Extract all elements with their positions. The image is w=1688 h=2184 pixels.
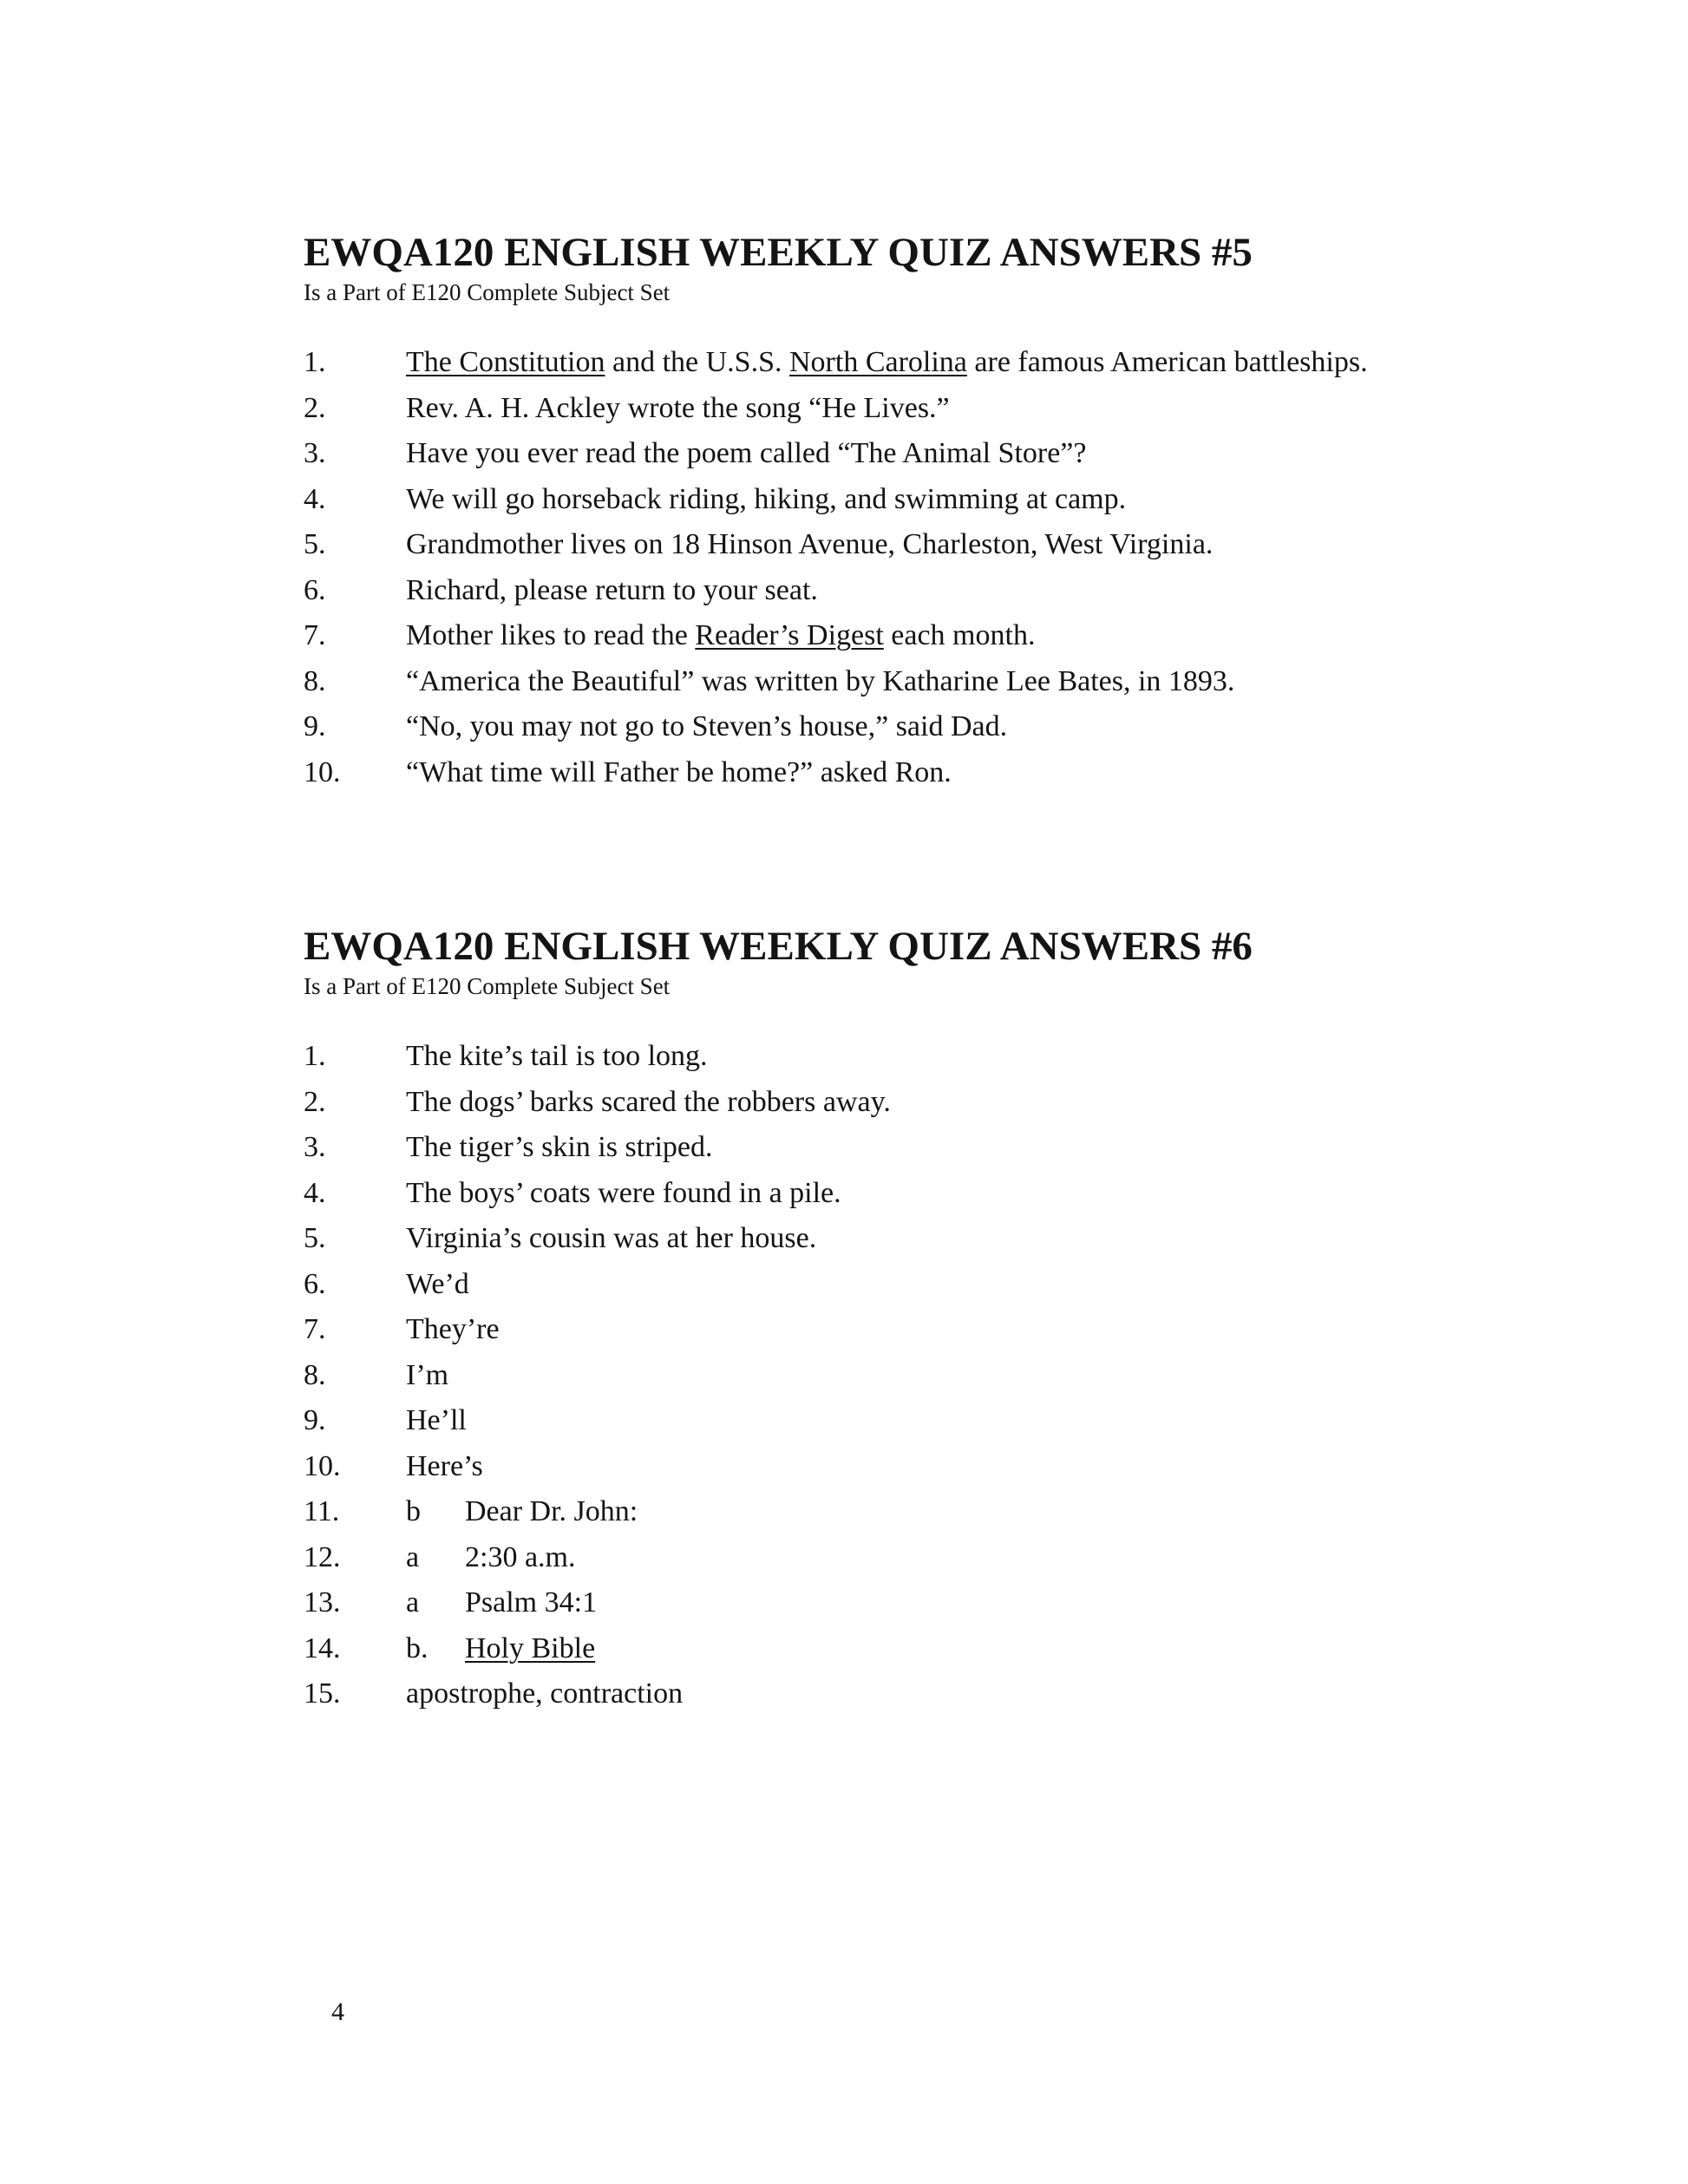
quiz-6-subtitle: Is a Part of E120 Complete Subject Set bbox=[304, 973, 671, 999]
answer-item bbox=[304, 1626, 1561, 1672]
item-number: 14. bbox=[304, 1631, 341, 1664]
choice-letter: b. bbox=[406, 1631, 429, 1664]
answer-text: Have you ever read the poem called “The Animal Store”? bbox=[406, 437, 1087, 469]
answer-text: We’d bbox=[406, 1267, 469, 1300]
item-number: 9. bbox=[304, 710, 326, 742]
answer-item bbox=[304, 659, 1561, 705]
item-number: 4. bbox=[304, 482, 326, 515]
item-number: 9. bbox=[304, 1404, 326, 1436]
answer-text: “America the Beautiful” was written by Katharine Lee Bates, in 1893. bbox=[406, 664, 1235, 697]
answer-text: The kite’s tail is too long. bbox=[406, 1040, 708, 1072]
answer-text: 2:30 a.m. bbox=[465, 1540, 576, 1573]
answer-item bbox=[304, 1489, 1561, 1535]
answer-text: The dogs’ barks scared the robbers away. bbox=[406, 1085, 891, 1118]
choice-letter: a bbox=[406, 1586, 420, 1618]
item-number: 11. bbox=[304, 1495, 340, 1527]
answer-text: Here’s bbox=[406, 1449, 483, 1482]
answer-item bbox=[304, 477, 1561, 523]
answer-item bbox=[304, 1398, 1561, 1444]
underlined-title: Reader’s Digest bbox=[695, 619, 884, 651]
item-number: 3. bbox=[304, 437, 326, 469]
quiz-5-title: EWQA120 ENGLISH WEEKLY QUIZ ANSWERS #5 bbox=[304, 230, 1253, 275]
item-number: 6. bbox=[304, 573, 326, 606]
quiz-6-answer-list bbox=[304, 1034, 1561, 1717]
answer-item bbox=[304, 431, 1561, 477]
answer-text bbox=[406, 613, 1035, 659]
item-number: 8. bbox=[304, 664, 326, 697]
choice-letter: a bbox=[406, 1540, 420, 1573]
answer-item bbox=[304, 1671, 1561, 1717]
item-number: 3. bbox=[304, 1131, 326, 1163]
answer-text: “What time will Father be home?” asked Ron. bbox=[406, 755, 952, 788]
answer-item bbox=[304, 1580, 1561, 1626]
item-number: 7. bbox=[304, 619, 326, 651]
item-number: 7. bbox=[304, 1313, 326, 1345]
quiz-5-subtitle: Is a Part of E120 Complete Subject Set bbox=[304, 279, 671, 305]
answer-item bbox=[304, 1307, 1561, 1353]
answer-item bbox=[304, 1262, 1561, 1308]
underlined-title: North Carolina bbox=[789, 346, 967, 378]
item-number: 4. bbox=[304, 1176, 326, 1209]
answer-item bbox=[304, 522, 1561, 568]
answer-item bbox=[304, 340, 1561, 386]
answer-text: Rev. A. H. Ackley wrote the song “He Lives.” bbox=[406, 391, 950, 424]
answer-text: “No, you may not go to Steven’s house,” said Dad. bbox=[406, 710, 1008, 742]
item-number: 6. bbox=[304, 1267, 326, 1300]
item-number: 1. bbox=[304, 1040, 326, 1072]
page-number: 4 bbox=[331, 1998, 344, 2026]
answer-text: The tiger’s skin is striped. bbox=[406, 1131, 713, 1163]
answer-item bbox=[304, 750, 1561, 796]
item-number: 5. bbox=[304, 528, 326, 560]
item-number: 8. bbox=[304, 1358, 326, 1391]
item-number: 15. bbox=[304, 1677, 341, 1710]
answer-text: Grandmother lives on 18 Hinson Avenue, Charleston, West Virginia. bbox=[406, 528, 1214, 560]
answer-text: I’m bbox=[406, 1358, 449, 1391]
answer-text: apostrophe, contraction bbox=[406, 1677, 684, 1710]
answer-text: He’ll bbox=[406, 1404, 467, 1436]
answer-item bbox=[304, 386, 1561, 432]
answer-text-part: and the U.S.S. bbox=[605, 346, 789, 378]
underlined-title: Holy Bible bbox=[465, 1631, 596, 1664]
answer-item bbox=[304, 613, 1561, 659]
answer-item bbox=[304, 1034, 1561, 1080]
answer-text: The boys’ coats were found in a pile. bbox=[406, 1176, 841, 1209]
answer-text-part: are famous American battleships. bbox=[966, 346, 1368, 378]
item-number: 5. bbox=[304, 1222, 326, 1254]
item-number: 2. bbox=[304, 1085, 326, 1118]
choice-letter: b bbox=[406, 1495, 421, 1527]
answer-text: We will go horseback riding, hiking, and swimming at camp. bbox=[406, 482, 1127, 515]
item-number: 13. bbox=[304, 1586, 341, 1618]
answer-text: Psalm 34:1 bbox=[465, 1586, 598, 1618]
item-number: 12. bbox=[304, 1540, 341, 1573]
answer-text: They’re bbox=[406, 1313, 500, 1345]
answer-item bbox=[304, 704, 1561, 750]
item-number: 1. bbox=[304, 346, 326, 378]
underlined-title: The Constitution bbox=[406, 346, 605, 378]
answer-text: Virginia’s cousin was at her house. bbox=[406, 1222, 817, 1254]
quiz-6-section bbox=[304, 921, 1561, 1717]
answer-item bbox=[304, 1353, 1561, 1399]
quiz-5-section bbox=[304, 227, 1561, 795]
item-number: 10. bbox=[304, 755, 341, 788]
item-number: 2. bbox=[304, 391, 326, 424]
quiz-6-title: EWQA120 ENGLISH WEEKLY QUIZ ANSWERS #6 bbox=[304, 924, 1253, 969]
answer-item bbox=[304, 568, 1561, 614]
answer-item bbox=[304, 1125, 1561, 1171]
quiz-5-answer-list bbox=[304, 340, 1561, 795]
item-number: 10. bbox=[304, 1449, 341, 1482]
answer-item bbox=[304, 1535, 1561, 1581]
answer-item bbox=[304, 1171, 1561, 1217]
answer-item bbox=[304, 1080, 1561, 1126]
answer-text bbox=[406, 340, 1368, 386]
answer-text-part: Mother likes to read the bbox=[406, 619, 696, 651]
answer-text: Dear Dr. John: bbox=[465, 1495, 638, 1527]
answer-text-part: each month. bbox=[883, 619, 1036, 651]
answer-item bbox=[304, 1444, 1561, 1490]
answer-text: Richard, please return to your seat. bbox=[406, 573, 818, 606]
answer-item bbox=[304, 1216, 1561, 1262]
